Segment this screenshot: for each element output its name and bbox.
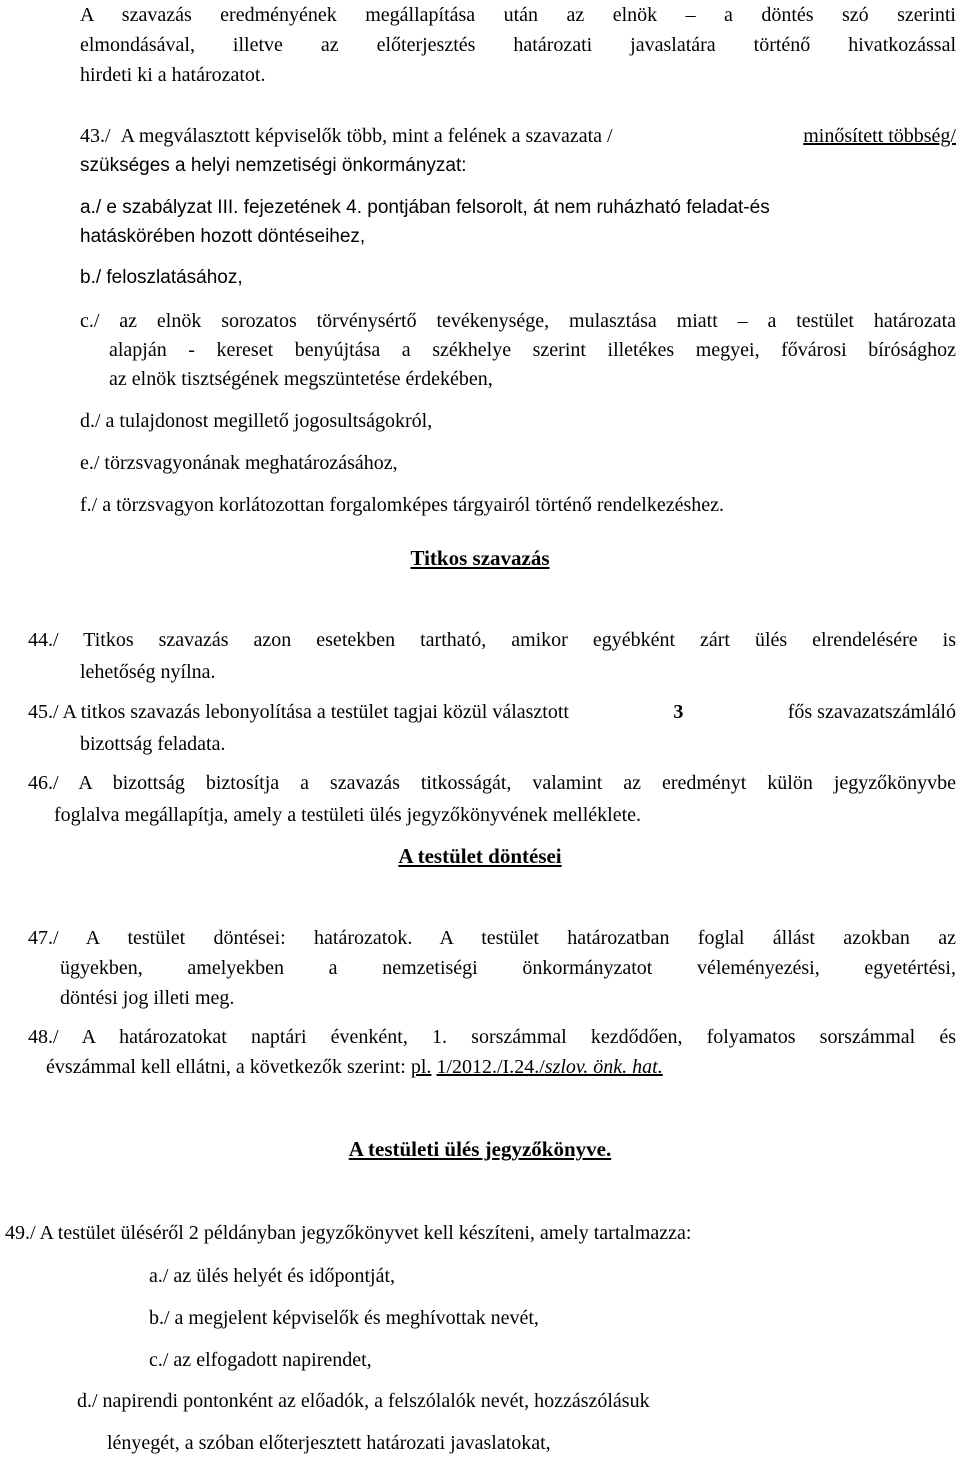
- p47-line-1: 47./ A testület döntései: határozatok. A testület határozatban foglal állást azokban az: [28, 927, 956, 949]
- p43-item-e: e./ törzsvagyonának meghatározásához,: [80, 452, 398, 474]
- p46-line-2: foglalva megállapítja, amely a testületi ülés jegyzőkönyvének melléklete.: [54, 804, 642, 826]
- p43-number: 43./: [80, 125, 111, 147]
- intro-line-1: A szavazás eredményének megállapítása után az elnök – a döntés szó szerinti: [80, 4, 956, 26]
- p47-line-2: ügyekben, amelyekben a nemzetiségi önkormányzatot véleményezési, egyetértési,: [60, 957, 956, 979]
- p43-qualified-majority: minősített többség/: [803, 125, 956, 147]
- p43-item-c-line-1: c./ az elnök sorozatos törvénysértő tevékenysége, mulasztása miatt – a testület határozata: [80, 310, 956, 332]
- p45-line-1: [28, 700, 956, 724]
- p45-line-2: bizottság feladata.: [80, 733, 226, 755]
- intro-line-3: hirdeti ki a határozatot.: [80, 64, 266, 86]
- p49-line-1: 49./ A testület üléséről 2 példányban jegyzőkönyvet kell készíteni, amely tartalmazza:: [5, 1222, 692, 1244]
- p43-line-1-text: [121, 124, 956, 148]
- p49-item-d-line-1: d./ napirendi pontonként az előadók, a felszólalók nevét, hozzászólásuk: [77, 1390, 650, 1412]
- p48-line-2: [46, 1055, 663, 1079]
- p43-item-c-line-2: alapján - kereset benyújtása a székhelye szerint illetékes megyei, fővárosi bírósághoz: [109, 339, 956, 361]
- p48-example-prefix: pl.: [410, 1056, 432, 1078]
- p44-line-1: 44./ Titkos szavazás azon esetekben tartható, amikor egyébként zárt ülés elrendelésére is: [28, 629, 956, 651]
- intro-line-2: elmondásával, illetve az előterjesztés határozati javaslatára történő hivatkozással: [80, 34, 956, 56]
- p43-line-2: szükséges a helyi nemzetiségi önkormányzat:: [80, 155, 467, 176]
- p43-item-a-line-2: hatáskörében hozott döntéseihez,: [80, 226, 366, 247]
- p48-line-2-main: évszámmal kell ellátni, a következők szerint:: [46, 1056, 406, 1078]
- p49-item-b: b./ a megjelent képviselők és meghívottak nevét,: [149, 1307, 539, 1329]
- p47-line-3: döntési jog illeti meg.: [60, 987, 235, 1009]
- heading-secret-ballot: Titkos szavazás: [410, 546, 550, 570]
- p43-item-a-line-1: a./ e szabályzat III. fejezetének 4. pontjában felsorolt, át nem ruházható feladat-és: [80, 197, 770, 218]
- p46-line-1: 46./ A bizottság biztosítja a szavazás titkosságát, valamint az eredményt külön jegyzőkönyvbe: [28, 772, 956, 794]
- p43-item-d: d./ a tulajdonost megillető jogosultságokról,: [80, 410, 433, 432]
- heading-board-decisions: A testület döntései: [398, 844, 562, 868]
- p49-item-d-line-2: lényegét, a szóban előterjesztett határozati javaslatokat,: [107, 1432, 551, 1454]
- p49-item-c: c./ az elfogadott napirendet,: [149, 1349, 372, 1371]
- p45-count: 3: [673, 701, 684, 723]
- p45-line-1-main: 45./ A titkos szavazás lebonyolítása a testület tagjai közül választott: [28, 701, 569, 723]
- p48-line-1: 48./ A határozatokat naptári évenként, 1. sorszámmal kezdődően, folyamatos sorszámmal és: [28, 1026, 956, 1048]
- p43-item-f: f./ a törzsvagyon korlátozottan forgalomképes tárgyairól történő rendelkezéshez.: [80, 494, 725, 516]
- p45-line-1-end: fős szavazatszámláló: [787, 701, 956, 723]
- p48-example-suffix: szlov. önk. hat.: [544, 1056, 663, 1078]
- p43-line-1-main: A megválasztott képviselők több, mint a felének a szavazata /: [120, 125, 613, 147]
- p43-line-1: [80, 124, 956, 148]
- p43-item-c-line-3: az elnök tisztségének megszüntetése érdekében,: [109, 368, 493, 390]
- p49-item-a: a./ az ülés helyét és időpontját,: [149, 1265, 396, 1287]
- heading-meeting-minutes: A testületi ülés jegyzőkönyve.: [348, 1137, 612, 1161]
- p48-example-number: 1/2012./I.24./: [436, 1056, 545, 1078]
- p43-item-b: b./ feloszlatásához,: [80, 267, 243, 288]
- p44-line-2: lehetőség nyílna.: [80, 661, 216, 683]
